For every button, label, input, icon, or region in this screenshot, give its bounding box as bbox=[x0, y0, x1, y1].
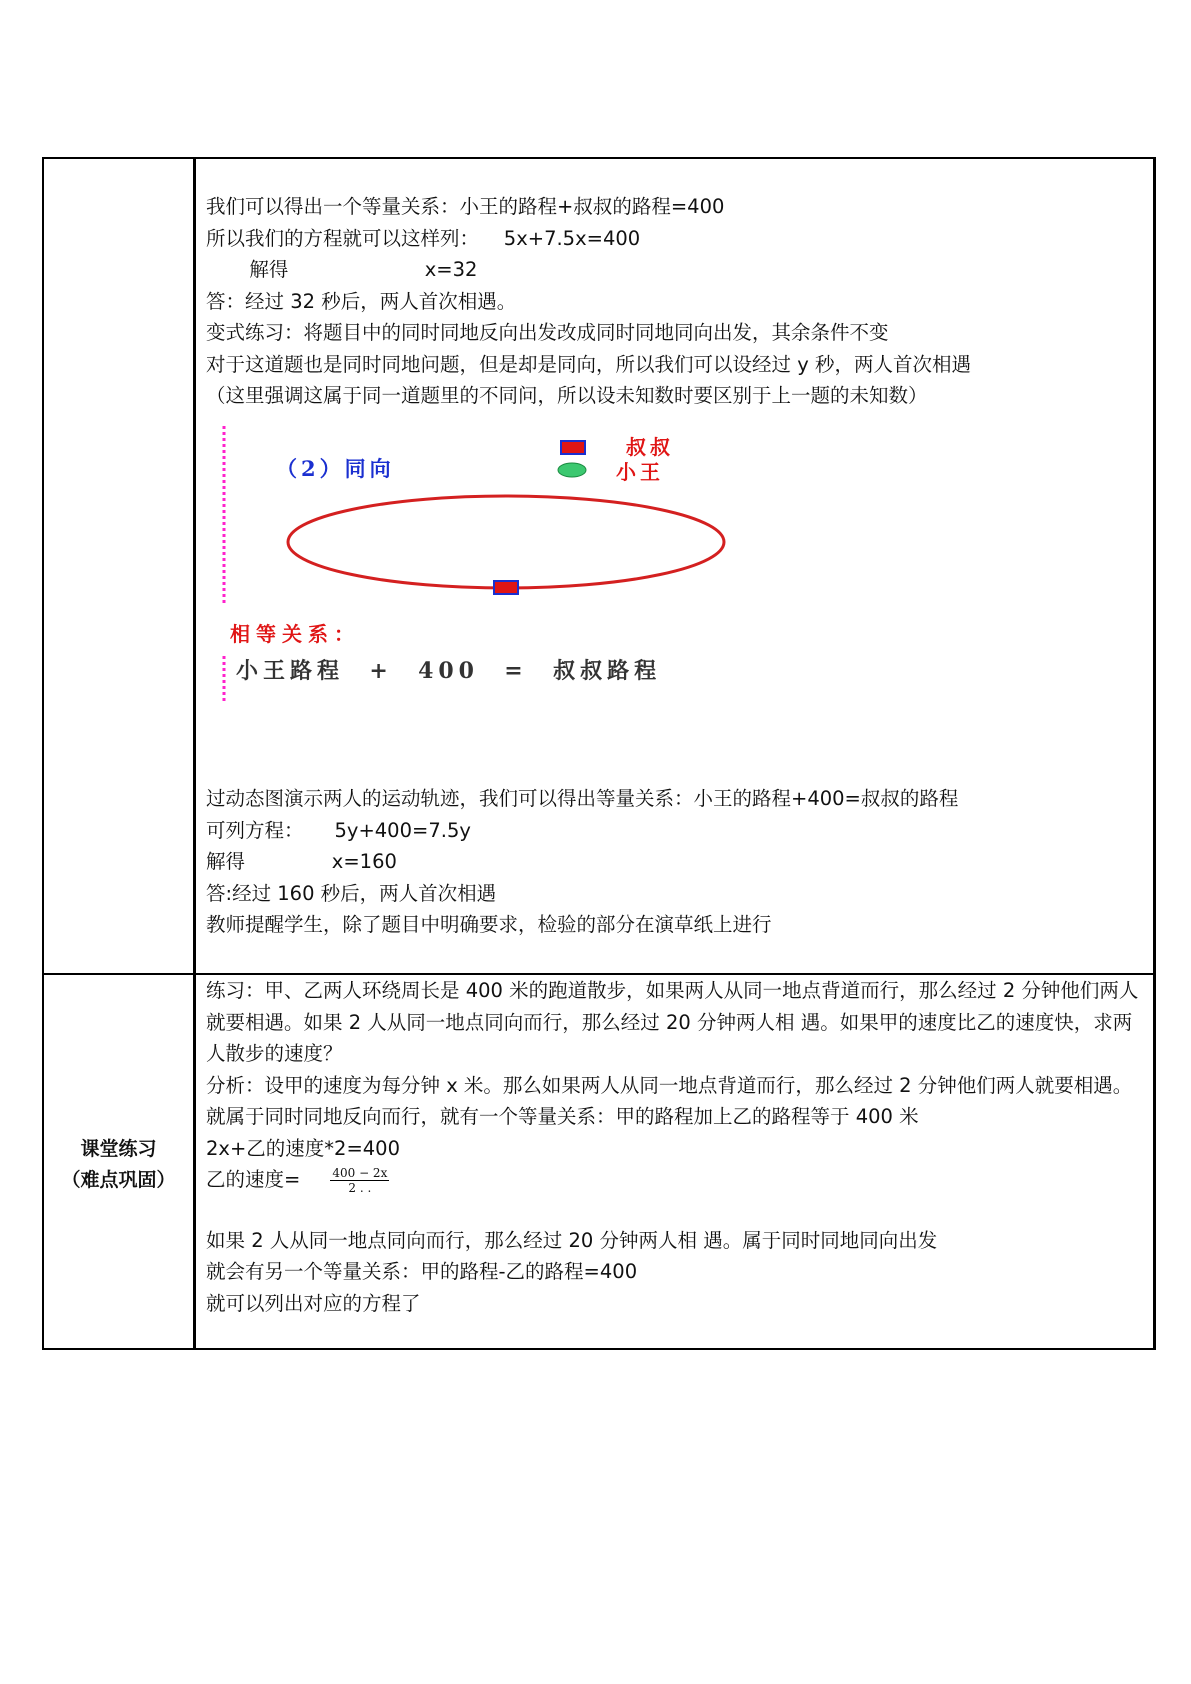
speed-label: 乙的速度= bbox=[206, 1168, 301, 1191]
text-line: （这里强调这属于同一道题里的不同问，所以设未知数时要区别于上一题的未知数） bbox=[206, 384, 928, 407]
speed-line bbox=[206, 1164, 1147, 1196]
label-line: （难点巩固） bbox=[61, 1169, 176, 1191]
text-line: 所以我们的方程就可以这样列： 5x+7.5x=400 bbox=[206, 226, 641, 250]
fraction bbox=[330, 1166, 389, 1195]
legend-uncle: 叔叔 bbox=[626, 435, 674, 459]
text-line: 变式练习：将题目中的同时同地反向出发改成同时同地同向出发，其余条件不变 bbox=[206, 321, 889, 344]
row1-content-top bbox=[206, 191, 1147, 412]
fraction-numerator: 400 − 2x bbox=[332, 1166, 388, 1180]
text-line: 我们可以得出一个等量关系：小王的路程+叔叔的路程=400 bbox=[206, 195, 725, 218]
text-line: 解得 x=32 bbox=[206, 258, 478, 281]
text-line: 对于这道题也是同时同地问题，但是却是同向，所以我们可以设经过 y 秒，两人首次相遇 bbox=[206, 352, 971, 376]
running-track bbox=[288, 496, 724, 588]
text-line: 如果 2 人从同一地点同向而行，那么经过 20 分钟两人相 遇。属于同时同地同向出发 bbox=[206, 1228, 938, 1252]
runner-marker-icon bbox=[494, 581, 518, 594]
lesson-table bbox=[42, 157, 1156, 1350]
row2-label bbox=[44, 1134, 193, 1196]
text-line: 过动态图演示两人的运动轨迹，我们可以得出等量关系：小王的路程+400=叔叔的路程 bbox=[206, 787, 959, 810]
relation-title: 相等关系： bbox=[230, 622, 360, 646]
same-direction-diagram bbox=[206, 424, 906, 724]
text-line: 解得 x=160 bbox=[206, 850, 397, 873]
fraction-denominator: 2 . . bbox=[348, 1181, 372, 1195]
text-line: 答:经过 160 秒后，两人首次相遇 bbox=[206, 881, 497, 905]
text-line: 就可以列出对应的方程了 bbox=[206, 1291, 421, 1315]
uncle-marker-icon bbox=[561, 441, 585, 454]
analysis-text: 分析：设甲的速度为每分钟 x 米。那么如果两人从同一地点背道而行，那么经过 2 分钟他们两人就要相遇。就属于同时同地反向而行，就有一个等量关系：甲的路程加上乙的路程等于 400 米 bbox=[206, 1073, 1133, 1128]
exercise-text: 练习：甲、乙两人环绕周长是 400 米的跑道散步，如果两人从同一地点背道而行，那么经过 2 分钟他们两人就要相遇。如果 2 人从同一地点同向而行，那么经过 20 分钟两人相 遇。如果甲的速度比乙的速度快，求两人散步的速度？ bbox=[206, 979, 1139, 1065]
label-line: 课堂练习 bbox=[80, 1138, 157, 1160]
row2-content bbox=[206, 975, 1147, 1319]
text-line: 就会有另一个等量关系：甲的路程-乙的路程=400 bbox=[206, 1260, 638, 1283]
text-line: 答：经过 32 秒后，两人首次相遇。 bbox=[206, 289, 517, 313]
equation-line: 2x+乙的速度*2=400 bbox=[206, 1136, 401, 1160]
row1-content-bottom bbox=[206, 783, 1147, 941]
column-divider bbox=[193, 159, 196, 1348]
diagram-title: （2）同向 bbox=[276, 456, 395, 481]
relation-equation: 小王路程 + 400 = 叔叔路程 bbox=[236, 658, 662, 684]
xiaowang-marker-icon bbox=[558, 463, 586, 477]
legend-xiaowang: 小王 bbox=[616, 460, 664, 484]
text-line: 可列方程： 5y+400=7.5y bbox=[206, 818, 471, 842]
text-line: 教师提醒学生，除了题目中明确要求，检验的部分在演草纸上进行 bbox=[206, 913, 772, 936]
